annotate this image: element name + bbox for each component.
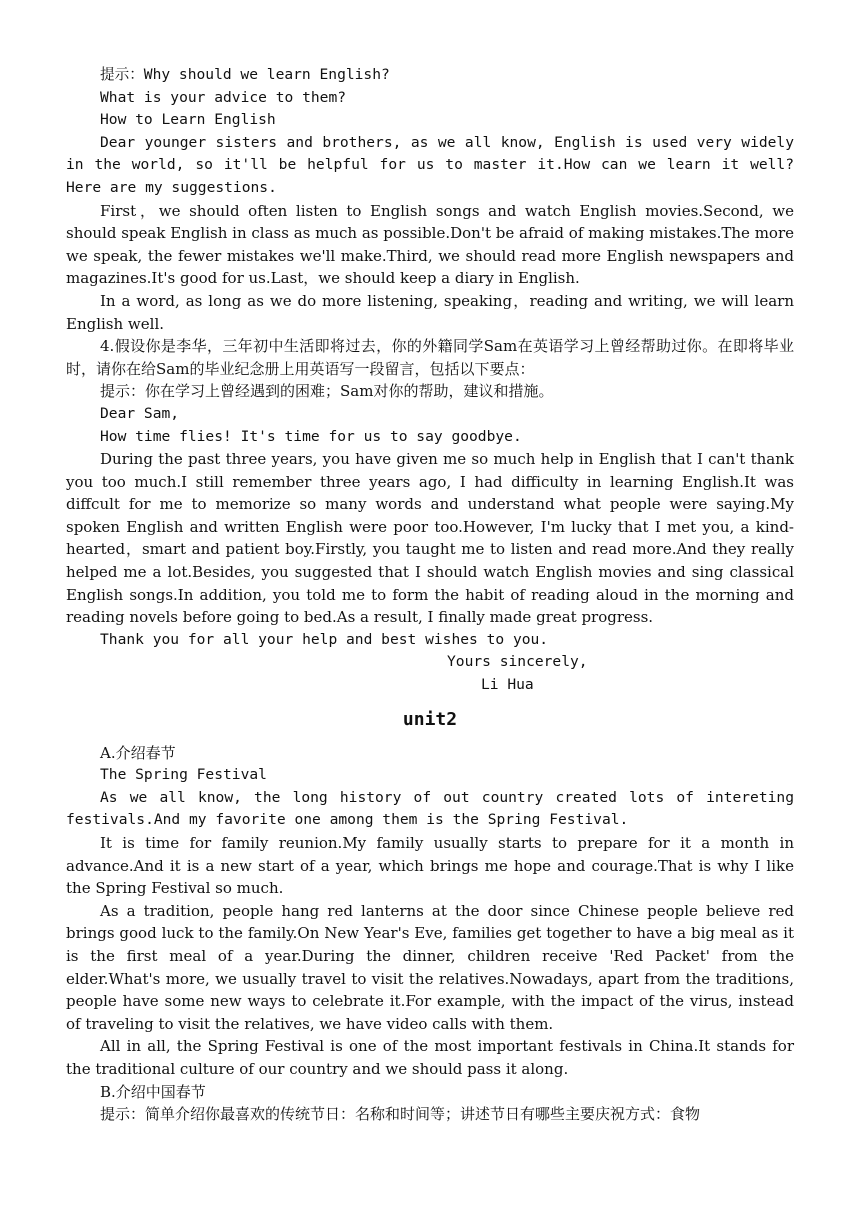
letter-paragraph: During the past three years, you have given me so much help in English that I can't thank you too much.I still remember three years ago, I had difficulty in learning English.It was diffcult for me to memorize so many words and understand what people were saying.My spoken English and written English were poor too.However, I'm lucky that I met you, a kind-hearted，smart and patient boy.Firstly, you taught me to listen and read more.And they really helped me a lot.Besides, you suggested that I should watch English movies and sing classical English songs.In addition, you told me to form the habit of reading aloud in the morning and reading novels before going to bed.As a result, I finally made great progress. [66,450,794,627]
letter-signature: Li Hua [481,676,534,694]
section-label: A.介绍春节 [100,743,176,762]
section-heading: unit2 [402,708,458,730]
prompt-question: What is your advice to them? [100,88,347,106]
essay-paragraph: In a word, as long as we do more listening, speaking，reading and writing, we will learn English well. [66,291,794,333]
letter-paragraph: Thank you for all your help and best wishes to you. [100,630,549,648]
essay-title: How to Learn English [100,111,276,129]
letter-closing: Yours sincerely, [447,653,588,671]
essay-paragraph: Dear younger sisters and brothers, as we all know, English is used very widely in the world, so it'll be helpful for us to master it.How can we learn it well? Here are my suggestions. [66,133,794,196]
essay-paragraph: As we all know, the long history of out country created lots of intereting festivals.And my favorite one among them is the Spring Festival. [66,788,794,829]
essay-paragraph: It is time for family reunion.My family usually starts to prepare for it a month in advance.And it is a new start of a year, which brings me hope and courage.That is why I like the Spring Festival so much. [66,834,794,898]
essay-paragraph: As a tradition, people hang red lanterns at the door since Chinese people believe red brings good luck to the family.On New Year's Eve, families get together to have a big meal as it is the first meal of a year.During the dinner, children receive 'Red Packet' from the elder.What's more, we usually travel to visit the relatives.Nowadays, apart from the traditions, people have some new ways to celebrate it.For example, with the impact of the virus, instead of traveling to visit the relatives, we have video calls with them. [66,901,794,1033]
letter-greeting: Dear Sam, [100,404,180,422]
task-hint: 提示：你在学习上曾经遇到的困难；Sam对你的帮助，建议和措施。 [100,382,554,401]
essay-paragraph: All in all, the Spring Festival is one of the most important festivals in China.It stands for the traditional culture of our country and we should pass it along. [66,1037,794,1078]
essay-paragraph: First，we should often listen to English songs and watch English movies.Second, we should speak English in class as much as possible.Don't be afraid of making mistakes.The more we speak, the fewer mistakes we'll make.Third, we should read more English newspapers and magazines.It's good for us.Last，we should keep a diary in English. [66,201,794,288]
task-prompt: 4.假设你是李华，三年初中生活即将过去，你的外籍同学Sam在英语学习上曾经帮助过你。在即将毕业时，请你在给Sam的毕业纪念册上用英语写一段留言，包括以下要点： [66,337,794,378]
section-hint: 提示：简单介绍你最喜欢的传统节日：名称和时间等；讲述节日有哪些主要庆祝方式：食物 [100,1105,701,1124]
section-label: B.介绍中国春节 [100,1082,206,1101]
letter-paragraph: How time flies! It's time for us to say goodbye. [100,427,522,445]
essay-title: The Spring Festival [100,766,267,784]
prompt-hint: 提示：Why should we learn English? [100,66,390,83]
